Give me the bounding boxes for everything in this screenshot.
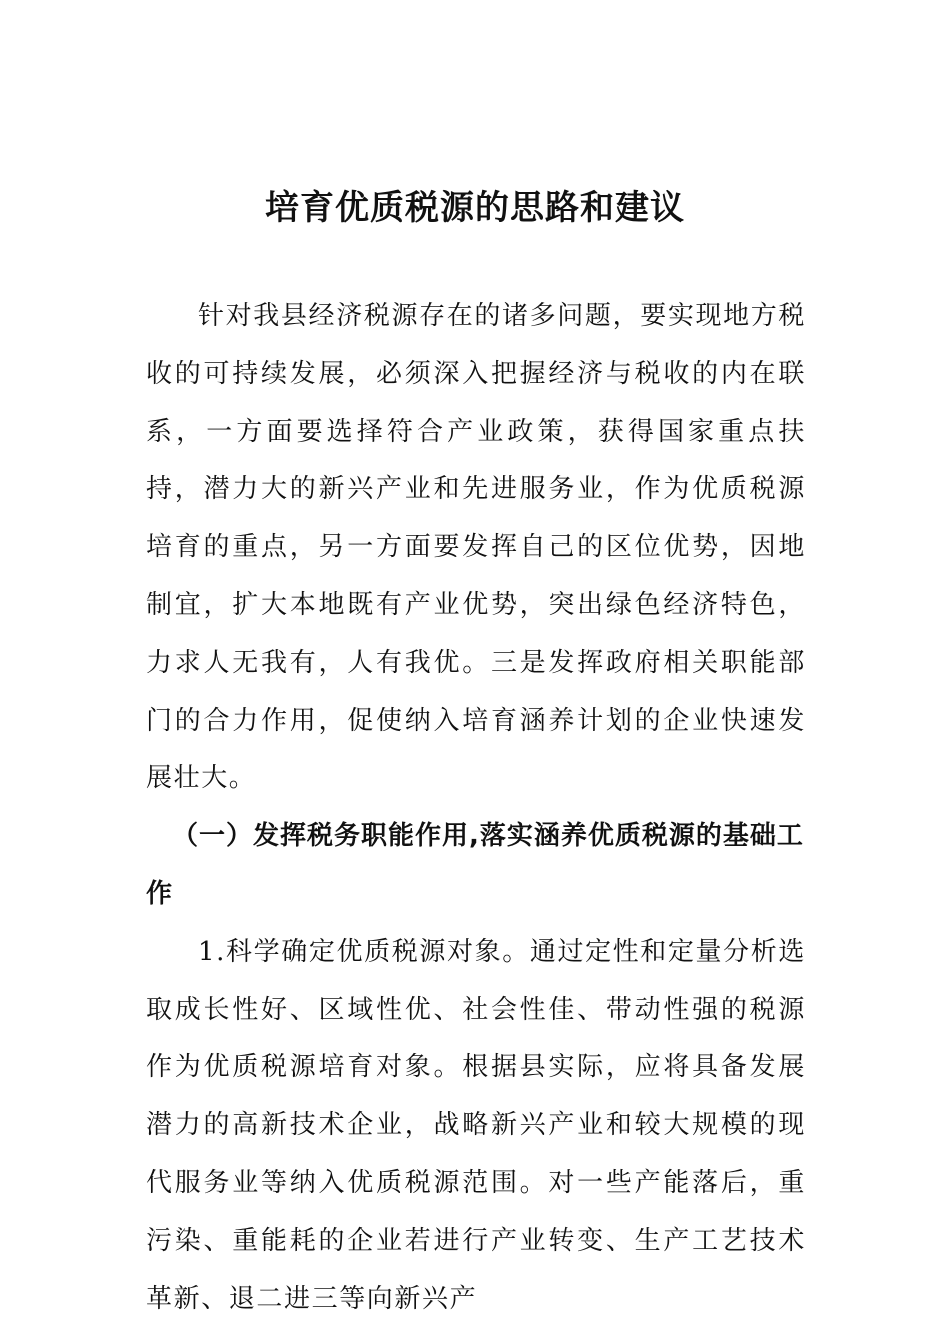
document-body	[146, 288, 806, 1328]
body-paragraph: 1.科学确定优质税源对象。通过定性和定量分析选取成长性好、区域性优、社会性佳、带动性强的税源作为优质税源培育对象。根据县实际，应将具备发展潜力的高新技术企业，战略新兴产业和较大规模的现代服务业等纳入优质税源范围。对一些产能落后，重污染、重能耗的企业若进行产业转变、生产工艺技术革新、退二进三等向新兴产	[146, 936, 806, 1314]
section-heading: （一）发挥税务职能作用,落实涵养优质税源的基础工作	[146, 821, 804, 909]
document-title: 培育优质税源的思路和建议	[265, 188, 685, 228]
body-paragraph: 针对我县经济税源存在的诸多问题，要实现地方税收的可持续发展，必须深入把握经济与税收的内在联系，一方面要选择符合产业政策，获得国家重点扶持，潜力大的新兴产业和先进服务业，作为优质税源培育的重点，另一方面要发挥自己的区位优势，因地制宜，扩大本地既有产业优势，突出绿色经济特色，力求人无我有，人有我优。三是发挥政府相关职能部门的合力作用，促使纳入培育涵养计划的企业快速发展壮大。	[146, 301, 806, 794]
